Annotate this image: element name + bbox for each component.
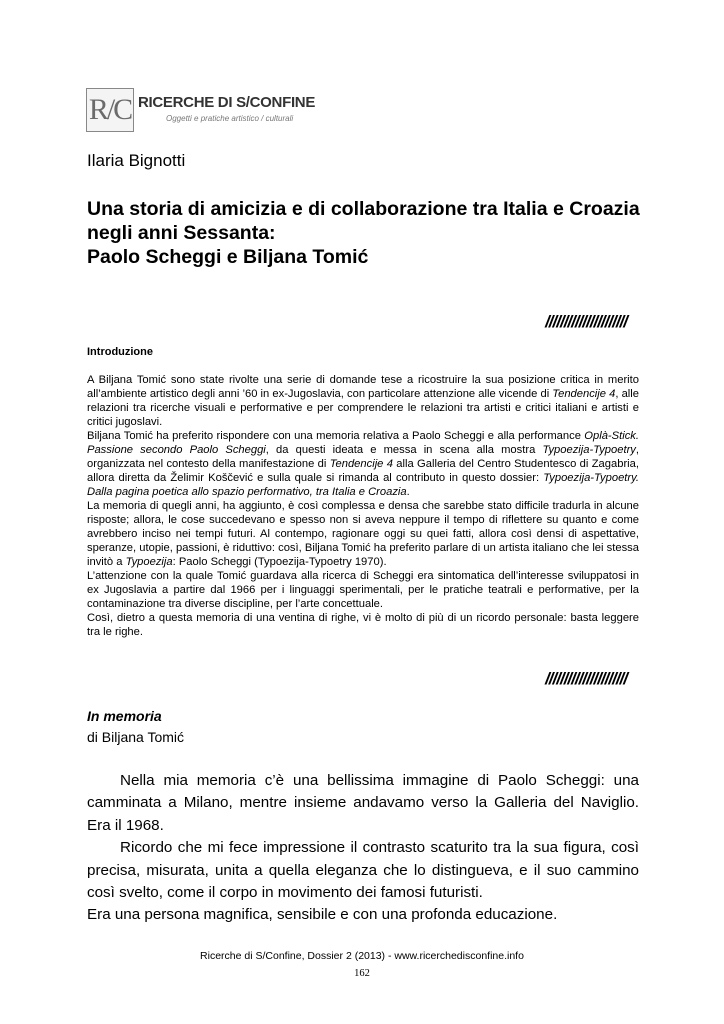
memoria-paragraph: Era una persona magnifica, sensibile e con una profonda educazione. [87,906,558,924]
section-separator: ////////////////////// [545,669,627,688]
logo-mark: R/C [86,88,134,132]
intro-paragraph: Biljana Tomić ha preferito rispondere con una memoria relativa a Paolo Scheggi e alla performance Oplà-Stick. Passione secondo Paolo Scheggi, da questi ideata e messa in scena alla mostra Typoezija-Typoetry, organizzata nel contesto della manifestazione di Tendencije 4 alla Galleria del Centro Studentesco di Zagabria, allora diretta da Želimir Koščević e sulla quale si rimanda al contributo in questo dossier: Typoezija-Typoetry. Dalla pagina poetica allo spazio performativo, tra Italia e Croazia. [87,430,640,498]
intro-heading: Introduzione [87,346,153,358]
intro-body [87,373,639,639]
memoria-byline: di Biljana Tomić [87,729,185,745]
author-name: Ilaria Bignotti [87,151,186,170]
logo-name: RICERCHE DI S/CONFINE [138,94,316,111]
title-line-3: Paolo Scheggi e Biljana Tomić [87,246,369,268]
page-footer: Ricerche di S/Confine, Dossier 2 (2013) - www.ricerchedisconfine.info [200,950,524,962]
title-line-1: Una storia di amicizia e di collaborazione tra Italia e Croazia [87,198,640,220]
intro-paragraph: A Biljana Tomić sono state rivolte una serie di domande tese a ricostruire la sua posizione critica in merito all’ambiente artistico degli anni ’60 in ex-Jugoslavia, con particolare attenzione alle vicende di Tendencije 4, alle relazioni tra ricerche visuali e performative e per comprendere le relazioni tra artisti e critici italiani e artisti e critici jugoslavi. [87,374,639,428]
intro-paragraph: La memoria di quegli anni, ha aggiunto, è così complessa e densa che sarebbe stato difficile tradurla in alcune risposte; allora, le cose succedevano e spesso non si aveva neppure il tempo di riflettere su quanto e come avrebbero inciso nei tempi futuri. Al contempo, ragionare oggi su quei fatti, allora così densi di aspettative, speranze, utopie, passioni, è riduttivo: così, Biljana Tomić ha preferito parlare di un artista italiano che lei stessa invitò a Typoezija: Paolo Scheggi (Typoezija-Typoetry 1970). [87,500,639,568]
page-number: 162 [354,968,370,979]
memoria-heading: In memoria [87,708,162,724]
memoria-paragraph: Ricordo che mi fece impressione il contrasto scaturito tra la sua figura, così precisa, misurata, unita a quella eleganza che lo distingueva, e il suo cammino così svelto, come il corpo in movimento dei famosi futuristi. [87,839,639,902]
intro-paragraph: Così, dietro a questa memoria di una ventina di righe, vi è molto di più di un ricordo personale: basta leggere tra le righe. [87,612,639,638]
section-separator: ////////////////////// [545,312,627,331]
title-line-2: negli anni Sessanta: [87,222,276,244]
intro-paragraph: L’attenzione con la quale Tomić guardava alla ricerca di Scheggi era sintomatica dell’interesse sviluppatosi in ex Jugoslavia a partire dal 1966 per i linguaggi sperimentali, per le pratiche teatrali e performative, per la contaminazione tra diverse discipline, per l’arte concettuale. [87,570,639,610]
memoria-paragraph: Nella mia memoria c’è una bellissima immagine di Paolo Scheggi: una camminata a Milano, mentre insieme andavamo verso la Galleria del Naviglio. Era il 1968. [87,772,639,834]
memoria-body [87,770,639,927]
logo-tagline: Oggetti e pratiche artistico / culturali [166,114,294,123]
journal-logo [86,88,316,134]
article-title [87,197,657,269]
